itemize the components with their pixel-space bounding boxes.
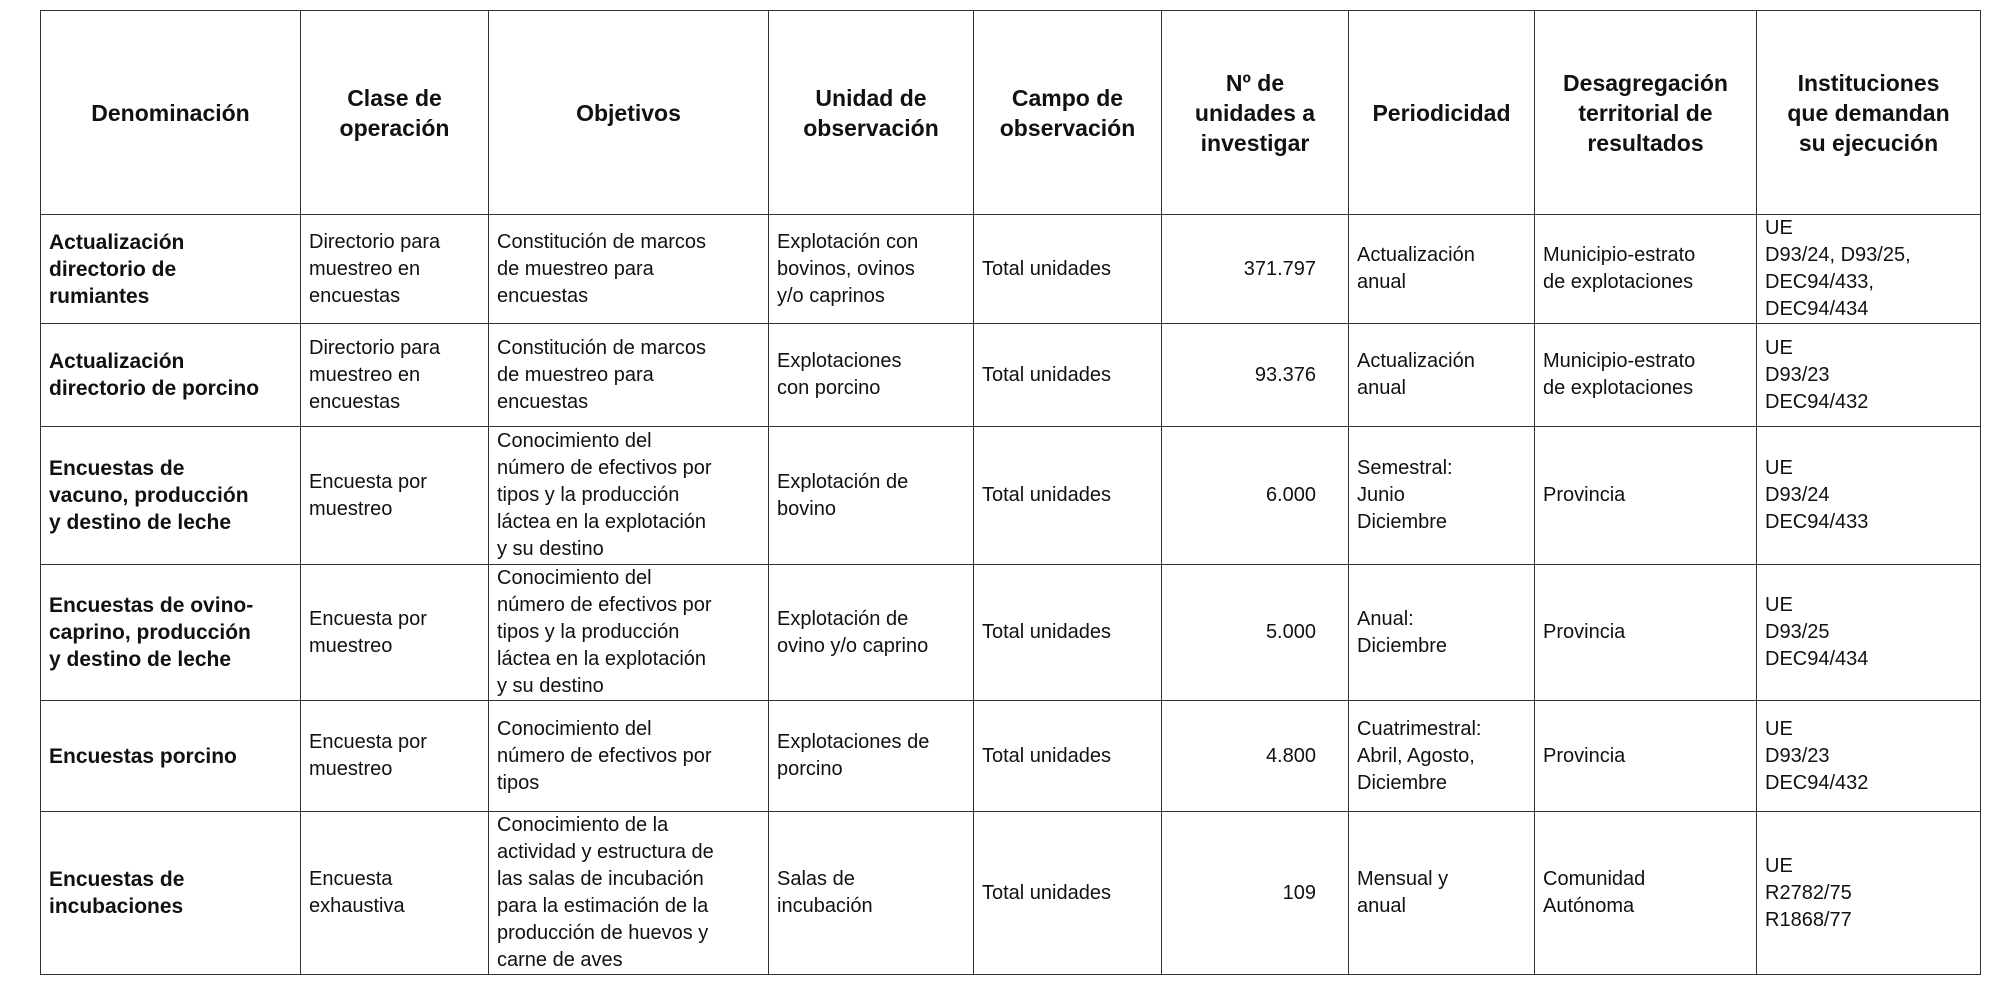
- cell-instituciones: [1757, 324, 1981, 427]
- cell-denominacion: [41, 701, 301, 812]
- cell-periodicidad: [1349, 565, 1535, 701]
- header-line: Denominación: [91, 99, 250, 126]
- cell-line: Total unidades: [982, 881, 1111, 904]
- table-row: [41, 324, 1981, 427]
- cell-line: de explotaciones: [1543, 377, 1694, 399]
- header-numero: [1162, 11, 1349, 215]
- cell-clase: [301, 215, 489, 324]
- cell-line: R2782/75: [1765, 881, 1852, 904]
- cell-clase: [301, 812, 489, 975]
- cell-line: Semestral:: [1357, 457, 1453, 479]
- cell-line: muestreo: [309, 634, 393, 657]
- cell-denominacion: [41, 215, 301, 324]
- cell-line: UE: [1765, 594, 1793, 616]
- cell-numero: 93.376: [1162, 324, 1349, 427]
- cell-numero: 109: [1162, 812, 1349, 975]
- cell-line: Encuestas de: [49, 868, 185, 891]
- cell-periodicidad: [1349, 215, 1535, 324]
- cell-line: DEC94/434: [1765, 648, 1869, 670]
- cell-line: actividad y estructura de: [497, 841, 714, 863]
- cell-line: Actualización: [49, 230, 185, 254]
- cell-clase: [301, 701, 489, 812]
- cell-line: anual: [1357, 377, 1406, 399]
- cell-line: de muestreo para: [497, 363, 654, 386]
- cell-line: Explotaciones: [777, 350, 902, 372]
- cell-line: Encuesta por: [309, 607, 427, 630]
- cell-desagregacion: [1535, 215, 1757, 324]
- header-periodicidad: [1349, 11, 1535, 215]
- cell-denominacion: [41, 812, 301, 975]
- cell-line: Provincia: [1543, 744, 1626, 767]
- cell-periodicidad: [1349, 701, 1535, 812]
- cell-objetivos: [489, 565, 769, 701]
- cell-line: R1868/77: [1765, 908, 1852, 931]
- cell-line: Anual:: [1357, 607, 1414, 630]
- cell-line: Encuestas porcino: [49, 744, 237, 768]
- cell-desagregacion: [1535, 812, 1757, 975]
- cell-line: tipos y la producción: [497, 484, 680, 506]
- cell-instituciones: [1757, 215, 1981, 324]
- header-clase: [301, 11, 489, 215]
- operations-table: [40, 10, 1981, 975]
- cell-line: Provincia: [1543, 621, 1626, 643]
- cell-line: DEC94/433: [1765, 511, 1869, 533]
- cell-line: DEC94/433,: [1765, 271, 1874, 293]
- cell-line: muestreo: [309, 497, 393, 520]
- cell-line: tipos y la producción: [497, 621, 680, 643]
- cell-line: DEC94/432: [1765, 390, 1869, 413]
- cell-line: D93/24, D93/25,: [1765, 244, 1911, 266]
- cell-clase: [301, 427, 489, 565]
- cell-line: Junio: [1357, 484, 1405, 506]
- cell-line: Explotaciones de: [777, 731, 930, 753]
- cell-line: Encuesta por: [309, 731, 427, 753]
- header-line: Periodicidad: [1372, 99, 1511, 126]
- cell-campo: [974, 427, 1162, 565]
- cell-line: anual: [1357, 271, 1406, 293]
- header-line: su ejecución: [1798, 129, 1939, 156]
- cell-clase: [301, 565, 489, 701]
- cell-unidad: [769, 701, 974, 812]
- cell-line: de explotaciones: [1543, 271, 1694, 293]
- cell-line: incubación: [777, 895, 873, 917]
- cell-instituciones: [1757, 565, 1981, 701]
- cell-line: para la estimación de la: [497, 895, 709, 917]
- cell-line: bovinos, ovinos: [777, 257, 915, 280]
- cell-line: UE: [1765, 217, 1793, 239]
- cell-unidad: [769, 324, 974, 427]
- cell-line: Diciembre: [1357, 771, 1448, 794]
- cell-line: Encuesta: [309, 868, 393, 890]
- cell-line: Total unidades: [982, 744, 1111, 767]
- cell-line: Explotación de: [777, 470, 909, 493]
- cell-periodicidad: [1349, 812, 1535, 975]
- cell-line: carne de aves: [497, 949, 623, 971]
- cell-line: UE: [1765, 336, 1793, 359]
- cell-line: porcino: [777, 758, 843, 780]
- cell-line: Actualización: [1357, 350, 1475, 372]
- header-campo: [974, 11, 1162, 215]
- cell-line: muestreo en: [309, 363, 421, 386]
- header-line: Nº de: [1225, 69, 1285, 96]
- cell-objetivos: [489, 812, 769, 975]
- cell-line: Explotación de: [777, 607, 909, 630]
- cell-line: Municipio-estrato: [1543, 244, 1696, 266]
- cell-campo: [974, 565, 1162, 701]
- cell-instituciones: [1757, 812, 1981, 975]
- cell-line: Encuestas de: [49, 457, 185, 480]
- cell-line: encuestas: [309, 284, 401, 307]
- header-line: que demandan: [1787, 99, 1950, 126]
- cell-line: y/o caprinos: [777, 284, 885, 307]
- cell-line: y su destino: [497, 675, 604, 697]
- cell-clase: [301, 324, 489, 427]
- cell-unidad: [769, 215, 974, 324]
- cell-line: y destino de leche: [49, 511, 232, 534]
- cell-line: Encuesta por: [309, 470, 427, 493]
- cell-desagregacion: [1535, 324, 1757, 427]
- cell-line: Actualización: [1357, 244, 1475, 266]
- cell-numero: 6.000: [1162, 427, 1349, 565]
- cell-line: Autónoma: [1543, 895, 1635, 917]
- cell-line: directorio de: [49, 257, 177, 281]
- cell-line: D93/25: [1765, 621, 1830, 643]
- cell-line: número de efectivos por: [497, 744, 712, 767]
- table-row: [41, 565, 1981, 701]
- header-line: Clase de: [347, 84, 442, 111]
- cell-line: exhaustiva: [309, 895, 405, 917]
- cell-line: tipos: [497, 771, 540, 794]
- cell-instituciones: [1757, 701, 1981, 812]
- header-line: Campo de: [1011, 84, 1124, 111]
- cell-line: producción de huevos y: [497, 922, 709, 944]
- cell-line: vacuno, producción: [49, 484, 249, 507]
- cell-line: Conocimiento del: [497, 717, 652, 740]
- cell-line: Conocimiento de la: [497, 814, 669, 836]
- cell-objetivos: [489, 701, 769, 812]
- cell-line: número de efectivos por: [497, 594, 712, 616]
- cell-line: anual: [1357, 895, 1406, 917]
- cell-line: Mensual y: [1357, 868, 1449, 890]
- cell-campo: [974, 324, 1162, 427]
- cell-line: número de efectivos por: [497, 457, 712, 479]
- cell-line: Diciembre: [1357, 634, 1448, 657]
- cell-line: DEC94/434: [1765, 298, 1869, 320]
- header-instituciones: [1757, 11, 1981, 215]
- cell-line: y destino de leche: [49, 648, 232, 671]
- cell-campo: [974, 215, 1162, 324]
- cell-line: de muestreo para: [497, 257, 654, 280]
- header-line: territorial de: [1578, 99, 1713, 126]
- cell-objetivos: [489, 324, 769, 427]
- cell-line: DEC94/432: [1765, 771, 1869, 794]
- cell-line: Actualización: [49, 350, 185, 373]
- cell-line: UE: [1765, 854, 1793, 877]
- cell-desagregacion: [1535, 565, 1757, 701]
- cell-line: D93/24: [1765, 484, 1830, 506]
- cell-line: láctea en la explotación: [497, 511, 707, 533]
- cell-numero: 371.797: [1162, 215, 1349, 324]
- table-row: [41, 215, 1981, 324]
- cell-line: Total unidades: [982, 257, 1111, 280]
- cell-objetivos: [489, 215, 769, 324]
- header-line: operación: [339, 114, 450, 141]
- cell-line: rumiantes: [49, 284, 150, 308]
- header-line: Objetivos: [576, 99, 681, 126]
- cell-line: bovino: [777, 497, 836, 520]
- header-denominacion: [41, 11, 301, 215]
- cell-unidad: [769, 812, 974, 975]
- cell-line: muestreo en: [309, 257, 421, 280]
- cell-unidad: [769, 427, 974, 565]
- header-row: [41, 11, 1981, 215]
- cell-line: Encuestas de ovino-: [49, 594, 254, 617]
- cell-line: Diciembre: [1357, 511, 1448, 533]
- cell-line: las salas de incubación: [497, 868, 704, 890]
- cell-instituciones: [1757, 427, 1981, 565]
- cell-line: D93/23: [1765, 744, 1830, 767]
- cell-line: Comunidad: [1543, 868, 1646, 890]
- cell-line: D93/23: [1765, 363, 1830, 386]
- cell-line: muestreo: [309, 758, 393, 780]
- header-line: investigar: [1200, 129, 1310, 156]
- cell-numero: 5.000: [1162, 565, 1349, 701]
- cell-campo: [974, 812, 1162, 975]
- cell-line: UE: [1765, 717, 1793, 740]
- header-line: observación: [999, 114, 1136, 141]
- header-desagregacion: [1535, 11, 1757, 215]
- cell-line: Directorio para: [309, 336, 441, 359]
- cell-periodicidad: [1349, 324, 1535, 427]
- cell-line: Conocimiento del: [497, 567, 652, 589]
- cell-line: UE: [1765, 457, 1793, 479]
- cell-denominacion: [41, 324, 301, 427]
- cell-campo: [974, 701, 1162, 812]
- cell-line: Abril, Agosto,: [1357, 744, 1475, 767]
- header-line: Instituciones: [1797, 69, 1940, 96]
- cell-line: directorio de porcino: [49, 377, 260, 400]
- table-row: [41, 701, 1981, 812]
- cell-line: Constitución de marcos: [497, 336, 706, 359]
- header-line: unidades a: [1194, 99, 1316, 126]
- cell-line: Conocimiento del: [497, 430, 652, 452]
- cell-line: encuestas: [497, 284, 589, 307]
- cell-numero: 4.800: [1162, 701, 1349, 812]
- cell-periodicidad: [1349, 427, 1535, 565]
- cell-denominacion: [41, 427, 301, 565]
- cell-line: Salas de: [777, 868, 855, 890]
- cell-line: caprino, producción: [49, 621, 251, 644]
- cell-denominacion: [41, 565, 301, 701]
- cell-line: Directorio para: [309, 230, 441, 253]
- header-line: observación: [803, 114, 939, 141]
- cell-line: Constitución de marcos: [497, 230, 706, 253]
- header-unidad: [769, 11, 974, 215]
- cell-line: Cuatrimestral:: [1357, 717, 1482, 740]
- cell-line: encuestas: [309, 390, 401, 413]
- cell-line: incubaciones: [49, 895, 184, 918]
- cell-line: Total unidades: [982, 621, 1111, 643]
- table-row: [41, 427, 1981, 565]
- cell-line: Provincia: [1543, 484, 1626, 506]
- cell-objetivos: [489, 427, 769, 565]
- cell-unidad: [769, 565, 974, 701]
- cell-line: Total unidades: [982, 363, 1111, 386]
- cell-line: ovino y/o caprino: [777, 634, 929, 657]
- cell-line: con porcino: [777, 377, 881, 399]
- table-row: [41, 812, 1981, 975]
- header-line: resultados: [1587, 129, 1704, 156]
- cell-line: y su destino: [497, 538, 604, 560]
- header-line: Desagregación: [1563, 69, 1728, 96]
- header-objetivos: [489, 11, 769, 215]
- cell-line: encuestas: [497, 390, 589, 413]
- cell-line: Explotación con: [777, 230, 919, 253]
- cell-desagregacion: [1535, 427, 1757, 565]
- cell-desagregacion: [1535, 701, 1757, 812]
- cell-line: Municipio-estrato: [1543, 350, 1696, 372]
- header-line: Unidad de: [815, 84, 927, 111]
- cell-line: láctea en la explotación: [497, 648, 707, 670]
- cell-line: Total unidades: [982, 484, 1111, 506]
